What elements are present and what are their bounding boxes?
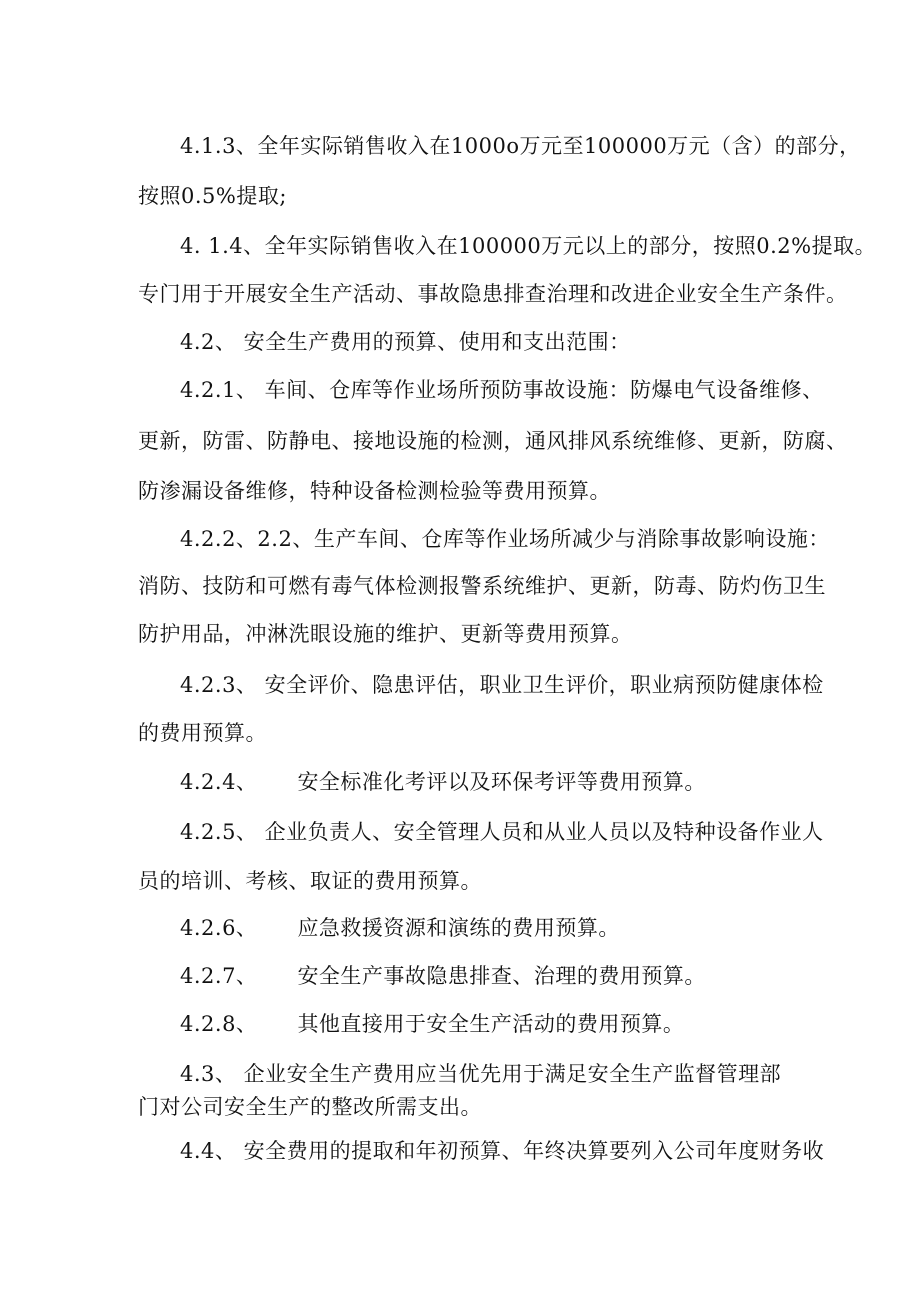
paragraph-4-2-7-number: 4.2.7、: [180, 964, 258, 988]
paragraph-4-1-4-line-2: 专门用于开展安全生产活动、事故隐患排查治理和改进企业安全生产条件。: [138, 282, 848, 306]
paragraph-4-2-7-text: 安全生产事故隐患排查、治理的费用预算。: [297, 964, 706, 988]
paragraph-4-2-7: [180, 966, 706, 987]
paragraph-4-3-line-1: 4.3、 企业安全生产费用应当优先用于满足安全生产监督管理部: [180, 1062, 782, 1086]
paragraph-4-2-2-line-1: 4.2.2、2.2、生产车间、仓库等作业场所减少与消除事故影响设施：: [180, 527, 830, 551]
paragraph-4-2-5-line-1: 4.2.5、 企业负责人、安全管理人员和从业人员以及特种设备作业人: [180, 820, 824, 844]
paragraph-4-2-2-line-3: 防护用品，冲淋洗眼设施的维护、更新等费用预算。: [138, 622, 633, 646]
paragraph-4-2-5-line-2: 员的培训、考核、取证的费用预算。: [138, 869, 482, 893]
paragraph-4-2-2-line-2: 消防、技防和可燃有毒气体检测报警系统维护、更新，防毒、防灼伤卫生: [138, 574, 826, 598]
paragraph-4-2-8: [180, 1014, 684, 1035]
paragraph-4-2-3-line-2: 的费用预算。: [138, 721, 267, 745]
paragraph-4-2-4-text: 安全标准化考评以及环保考评等费用预算。: [297, 770, 706, 794]
paragraph-4-2-line-1: 4.2、 安全生产费用的预算、使用和支出范围：: [180, 330, 631, 354]
paragraph-4-2-6-text: 应急救援资源和演练的费用预算。: [297, 916, 620, 940]
paragraph-4-2-6: [180, 918, 620, 939]
paragraph-4-1-3-line-1: 4.1.3、全年实际销售收入在1000o万元至100000万元（含）的部分，: [180, 134, 861, 158]
paragraph-4-1-4-line-1: 4. 1.4、全年实际销售收入在100000万元以上的部分，按照0.2%提取。: [180, 234, 877, 258]
paragraph-4-2-1-line-2: 更新，防雷、防静电、接地设施的检测，通风排风系统维修、更新，防腐、: [138, 429, 848, 453]
paragraph-4-1-3-line-2: 按照0.5%提取;: [138, 184, 287, 208]
paragraph-4-2-4: [180, 772, 706, 793]
paragraph-4-2-6-number: 4.2.6、: [180, 916, 258, 940]
paragraph-4-2-1-line-3: 防渗漏设备维修，特种设备检测检验等费用预算。: [138, 479, 611, 503]
paragraph-4-4-line-1: 4.4、 安全费用的提取和年初预算、年终决算要列入公司年度财务收: [180, 1139, 825, 1163]
paragraph-4-2-8-text: 其他直接用于安全生产活动的费用预算。: [297, 1012, 685, 1036]
paragraph-4-2-3-line-1: 4.2.3、 安全评价、隐患评估，职业卫生评价，职业病预防健康体检: [180, 673, 824, 697]
paragraph-4-2-8-number: 4.2.8、: [180, 1012, 258, 1036]
paragraph-4-3-line-2: 门对公司安全生产的整改所需支出。: [138, 1095, 482, 1119]
paragraph-4-2-1-line-1: 4.2.1、 车间、仓库等作业场所预防事故设施：防爆电气设备维修、: [180, 378, 824, 402]
paragraph-4-2-4-number: 4.2.4、: [180, 770, 258, 794]
